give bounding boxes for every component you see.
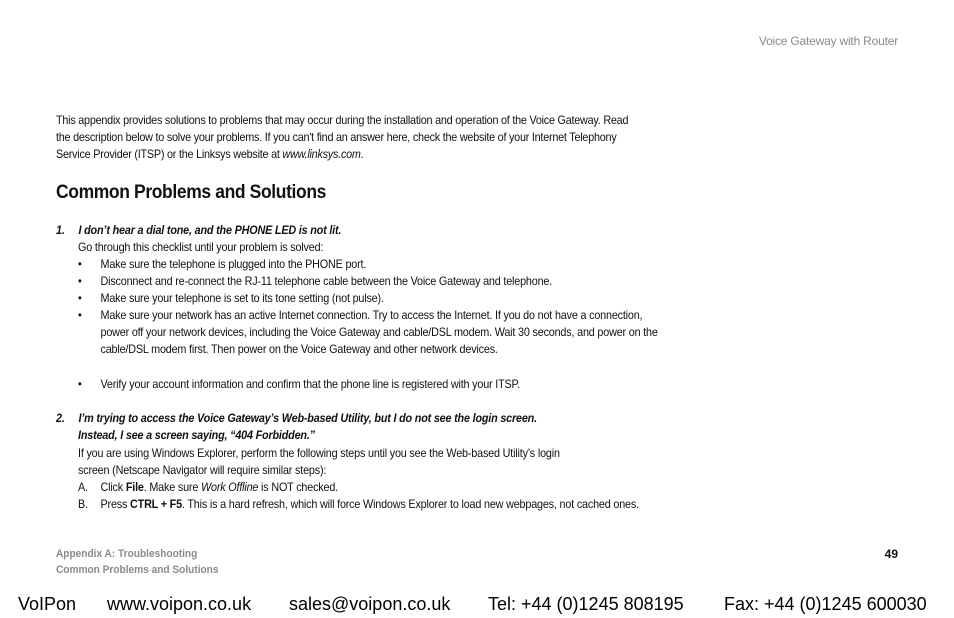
section-heading: Common Problems and Solutions [56,182,327,203]
intro-text: This appendix provides solutions to problems that may occur during the installation and operation of the Voice Gateway. Read the description below to solve your problems. If you can't find an answer here, check the website of your Internet Telephony Service Provider (ITSP) or the Linksys website at [56,113,629,161]
footer-line-2: Common Problems and Solutions [56,564,219,576]
bullet-mark: • [78,291,82,305]
problem-1-number: 1. [56,223,65,237]
menu-file-label: File [125,480,144,494]
bullet-text: Make sure your telephone is set to its tone setting (not pulse). [100,291,384,305]
footer-breadcrumb [56,546,218,578]
problem-2-question-line2: Instead, I see a screen saying, “404 Forbidden.” [78,428,315,442]
problem-1-question-text: I don’t hear a dial tone, and the PHONE LED is not lit. [78,223,342,237]
bullet-text: Make sure the telephone is plugged into the PHONE port. [100,257,367,271]
problem-1-question [56,222,341,239]
step-text-pre: Press [100,497,131,511]
step-text-post: is NOT checked. [258,480,339,494]
running-header-title: Voice Gateway with Router [758,34,898,48]
problem-2-intro-line1: If you are using Windows Explorer, perform the following steps until you see the Web-based Utility’s login [78,446,560,460]
bullet-mark: • [78,274,82,288]
contact-bar [0,594,954,618]
bullet-text: Disconnect and re-connect the RJ-11 telephone cable between the Voice Gateway and telephone. [100,274,553,288]
intro-end: . [360,147,364,161]
work-offline-label: Work Offline [200,480,259,494]
footer-line-1: Appendix A: Troubleshooting [56,548,198,560]
company-name: VoIPon [18,594,77,614]
linksys-website-link[interactable]: www.linksys.com [282,147,361,161]
step-text [101,496,659,513]
bullet-mark: • [78,308,82,322]
step-text-mid: . Make sure [143,480,201,494]
problem-2-question-line1: I’m trying to access the Voice Gateway’s Web-based Utility, but I do not see the login screen. [78,411,537,425]
step-text-pre: Click [100,480,126,494]
fax-number: Fax: +44 (0)1245 600030 [724,594,927,614]
intro-paragraph [56,112,632,163]
problem-2-number: 2. [56,411,65,425]
email-link[interactable]: sales@voipon.co.uk [289,594,451,614]
shortcut-label: CTRL + F5 [130,497,182,511]
bullet-mark: • [78,377,82,391]
step-letter: A. [78,480,88,494]
website-link[interactable]: www.voipon.co.uk [107,594,252,614]
bullet-text: Make sure your network has an active Internet connection. Try to access the Internet. If you do not have a connection, power off your network devices, including the Voice Gateway and cable/DSL modem. Wait 30 seconds, and power on the cable/DSL modem first. Then power on the Voice Gateway and other network devices. [100,308,658,356]
telephone-number: Tel: +44 (0)1245 808195 [488,594,684,614]
bullet-text: Verify your account information and confirm that the phone line is registered with your ITSP. [100,377,520,391]
problem-2-question [56,410,537,427]
problem-2-intro-line2: screen (Netscape Navigator will require similar steps): [78,463,327,477]
step-letter: B. [78,497,88,511]
problem-1-intro: Go through this checklist until your problem is solved: [78,240,324,254]
step-text-post: . This is a hard refresh, which will force Windows Explorer to load new webpages, not cached ones. [181,497,639,511]
bullet-mark: • [78,257,82,271]
step-text [101,479,659,496]
page-number: 49 [884,547,898,561]
